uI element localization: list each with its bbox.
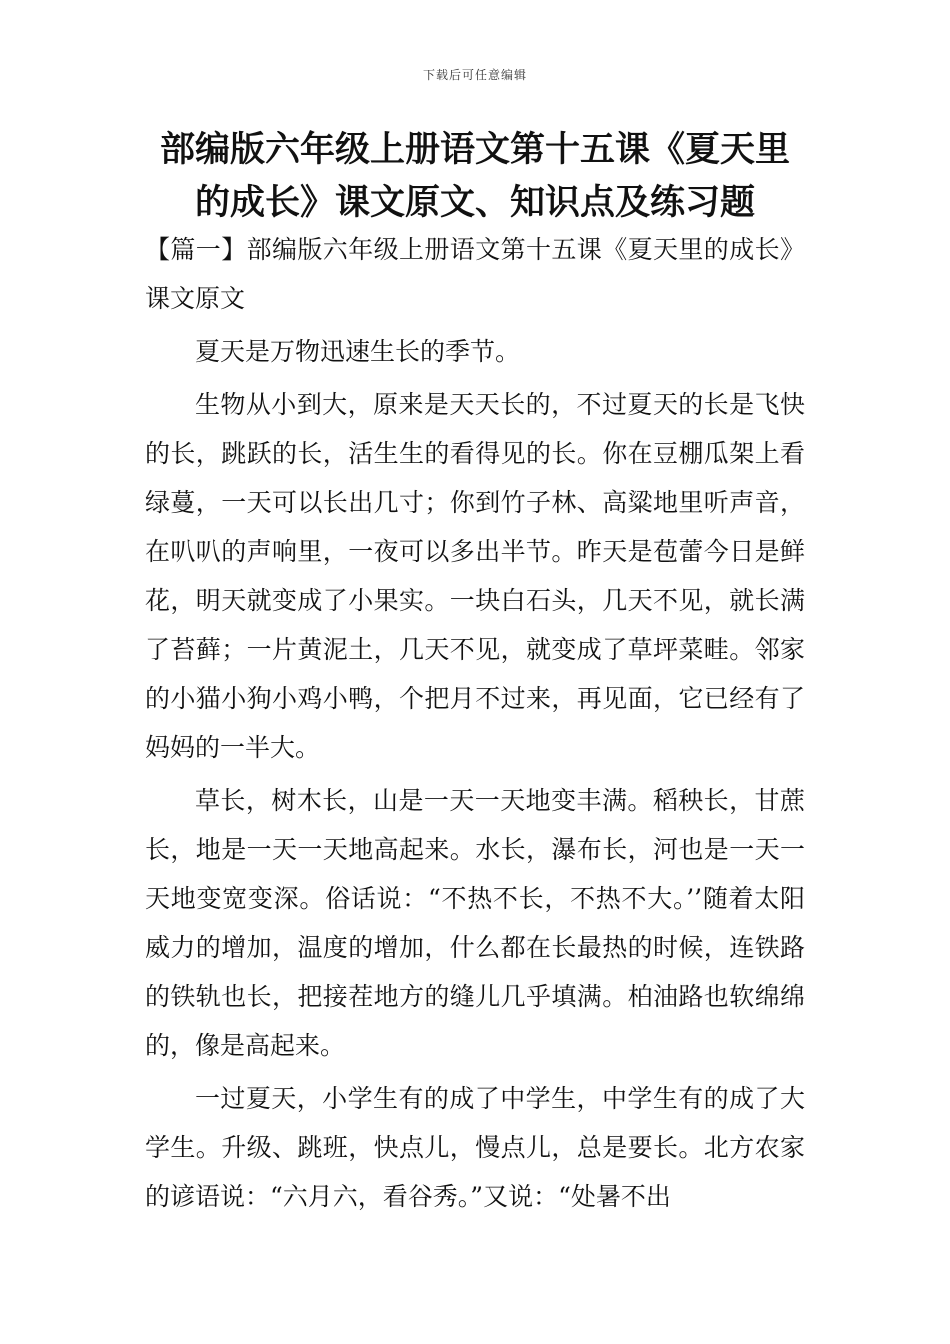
paragraph-4: 一过夏天，小学生有的成了中学生，中学生有的成了大学生。升级、跳班，快点儿，慢点儿，总是要长。北方农家的谚语说：“六月六，看谷秀。”又说：“处暑不出 [145, 1084, 805, 1211]
paragraph-1: 夏天是万物迅速生长的季节。 [195, 337, 521, 366]
article-body [145, 225, 805, 1221]
section-heading: 【篇一】部编版六年级上册语文第十五课《夏天里的成长》课文原文 [145, 235, 805, 313]
header-note: 下载后可任意编辑 [422, 68, 527, 82]
paragraph-2: 生物从小到大，原来是天天长的，不过夏天的长是飞快的长，跳跃的长，活生生的看得见的长。你在豆棚瓜架上看绿蔓，一天可以长出几寸；你到竹子林、高粱地里听声音，在叭叭的声响里，一夜可以多出半节。昨天是苞蕾今日是鲜花，明天就变成了小果实。一块白石头，几天不见，就长满了苔藓；一片黄泥土，几天不见，就变成了草坪菜畦。邻家的小猫小狗小鸡小鸭，个把月不过来，再见面，它已经有了妈妈的一半大。 [145, 390, 805, 762]
document-title: 部编版六年级上册语文第十五课《夏天里的成长》课文原文、知识点及练习题 [159, 130, 790, 223]
paragraph-3: 草长，树木长，山是一天一天地变丰满。稻秧长，甘蔗长，地是一天一天地高起来。水长，瀑布长，河也是一天一天地变宽变深。俗话说：“不热不长，不热不大。’’随着太阳威力的增加，温度的增加，什么都在长最热的时候，连铁路的铁轨也长，把接茬地方的缝儿几乎填满。柏油路也软绵绵的，像是高起来。 [145, 786, 805, 1060]
